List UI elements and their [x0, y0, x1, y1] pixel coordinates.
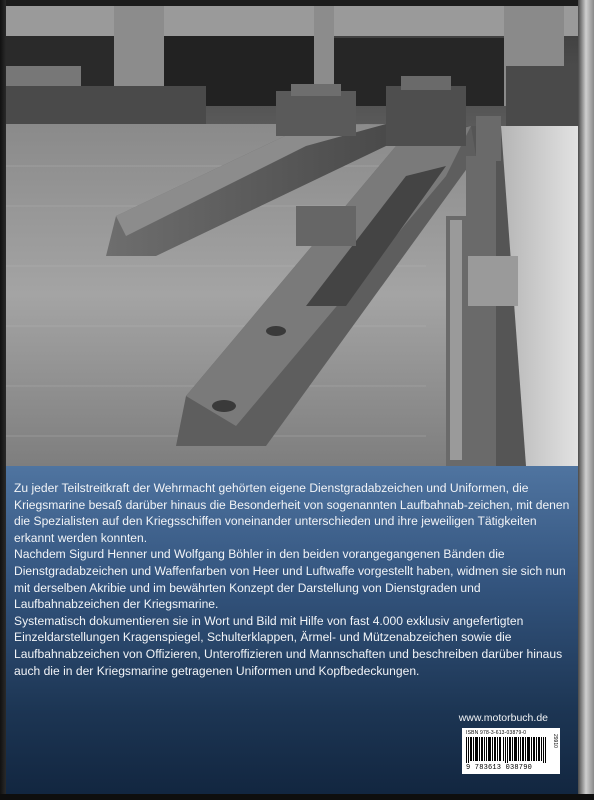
cover-right-edge: [578, 0, 594, 800]
description-text: [14, 480, 570, 679]
barcode-box: [462, 728, 560, 774]
cover-bottom-edge: [0, 794, 594, 800]
isbn-label: ISBN 978-3-613-03879-0: [466, 730, 527, 736]
description-panel: [6, 466, 578, 794]
publisher-url[interactable]: www.motorbuch.de: [458, 712, 548, 724]
description-paragraph-2: Nachdem Sigurd Henner und Wolfgang Böhler in den beiden vorangegangenen Bänden die Dienstgradabzeichen und Waffenfarben von Heer und Luftwaffe vorgestellt haben, widmen sie sich nun mit derselben Akribie und im bewährten Konzept der Darstellung von Dienstgraden und Laufbahnabzeichen der Kriegsmarine.: [14, 547, 566, 612]
uboat-photo-illustration: [6, 6, 578, 466]
description-paragraph-1: Zu jeder Teilstreitkraft der Wehrmacht gehörten eigene Dienstgradabzeichen und Uniformen, die Kriegsmarine besaß darüber hinaus die Besonderheit von sogenannten Laufbahnab-zeichen, mit denen die Spezialisten auf den Kriegsschiffen voneinander unterschieden und ihre jeweiligen Tätigkeiten erkannt werden konnten.: [14, 481, 570, 545]
description-paragraph-3: Systematisch dokumentieren sie in Wort und Bild mit Hilfe von fast 4.000 exklusiv angefertigten Einzeldarstellungen Kragenspiegel, Schulterklappen, Ärmel- und Mützenabzeichen sowie die Laufbahnabzeichen von Offizieren, Unteroffizieren und Mannschaften und beschreiben darüber hinaus auch die in der Kriegsmarine getragenen Uniformen und Kopfbedeckungen.: [14, 613, 563, 678]
uboat-photo: [6, 6, 578, 466]
price-code: 29910: [552, 734, 558, 748]
barcode-icon: [466, 737, 548, 763]
barcode-digits: 9 783613 038790: [466, 764, 533, 772]
